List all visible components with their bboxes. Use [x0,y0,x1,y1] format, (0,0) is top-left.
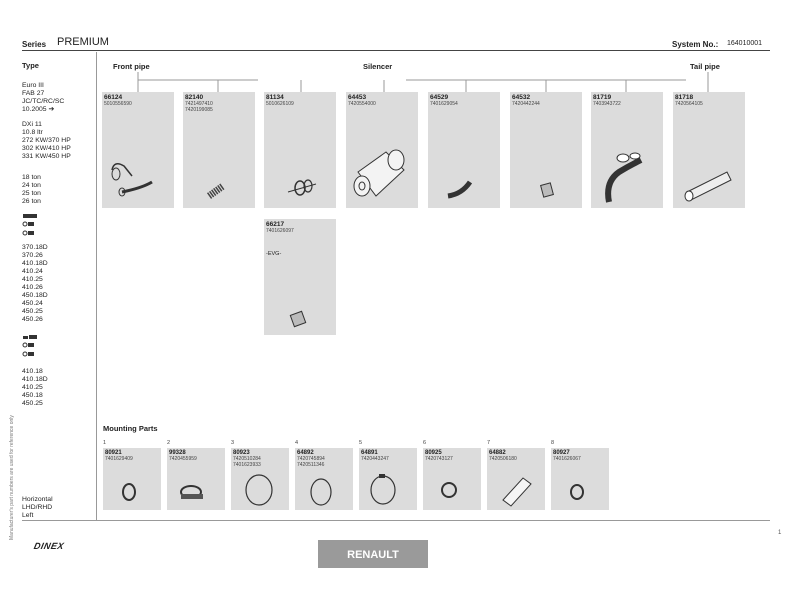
oe-code: 7401629054 [430,101,458,107]
axle-config-icon [22,213,40,239]
bracket-icon [167,448,225,510]
type-line: FAB 27 [22,90,45,97]
oe-code: 7420745894 [297,456,325,462]
model-line: 410.18D [22,376,48,383]
weight-line: 25 ton [22,190,41,197]
model-line: 410.18D [22,260,48,267]
side-disclaimer: Manufacturer's part numbers are used for reference only [9,415,15,540]
part-card-front-pipe[interactable] [102,92,174,208]
system-number-value: 164010001 [727,40,763,47]
oe-code: 7420511346 [297,462,325,468]
mounting-part[interactable] [167,440,227,510]
item-index: 6 [423,440,427,446]
mounting-part[interactable] [359,440,419,510]
model-line: 370.18D [22,244,48,251]
part-card-evg-sleeve[interactable] [264,219,336,335]
model-line: 450.18 [22,392,43,399]
front-pipe-icon [102,92,174,208]
item-index: 8 [551,440,555,446]
mounting-orientation: Horizontal [22,496,53,503]
clamp-icon [264,92,336,208]
part-number: 66124 [104,94,123,101]
part-number: 80921 [105,450,122,456]
series-value: PREMIUM [57,36,109,48]
oe-code: 7401623933 [233,462,261,468]
part-number: 64532 [512,94,531,101]
category-silencer: Silencer [363,62,393,71]
part-number: 80927 [553,450,570,456]
engine-line: 331 KW/450 HP [22,153,71,160]
axle-config-icon [22,334,40,360]
mounting-part[interactable] [103,440,163,510]
model-line: 450.18D [22,292,48,299]
part-card-clamp[interactable] [264,92,336,208]
sleeve-icon [510,92,582,208]
part-number: 82140 [185,94,204,101]
part-number: 64453 [348,94,367,101]
part-card-elbow-pipe[interactable] [428,92,500,208]
model-line: 450.26 [22,316,43,323]
category-front-pipe: Front pipe [113,62,150,71]
model-line: 450.24 [22,300,43,307]
model-line: 450.25 [22,308,43,315]
oe-code: 7420455959 [169,456,197,462]
item-index: 2 [167,440,171,446]
model-line: 370.26 [22,252,43,259]
type-line: 10.2005 ➔ [22,106,55,113]
part-number: 64882 [489,450,506,456]
engine-line: DXi 11 [22,121,42,128]
model-line: 410.24 [22,268,43,275]
part-number: 64892 [297,450,314,456]
footer-rule [22,520,770,521]
model-line: 450.25 [22,400,43,407]
engine-line: 272 KW/370 HP [22,137,71,144]
part-card-bent-pipe[interactable] [591,92,663,208]
weight-line: 24 ton [22,182,41,189]
item-index: 7 [487,440,491,446]
engine-line: 302 KW/410 HP [22,145,71,152]
oe-code: 7401626067 [553,456,581,462]
part-number: 81718 [675,94,694,101]
model-line: 410.18 [22,368,43,375]
drive-side: LHD/RHD [22,504,53,511]
engine-line: 10.8 ltr [22,129,43,136]
part-number: 80923 [233,450,250,456]
clamp-ring-icon [423,448,481,510]
oe-code: 7403943722 [593,101,621,107]
model-line: 410.25 [22,276,43,283]
oe-code: 5010556590 [104,101,132,107]
bent-pipe-icon [591,92,663,208]
category-tail-pipe: Tail pipe [690,62,720,71]
heat-shield-icon [487,448,545,510]
oe-code: 7420564105 [675,101,703,107]
clamp-ring-icon [231,448,289,510]
mounting-parts-heading: Mounting Parts [103,424,158,433]
oe-code: 7401626097 [266,228,294,234]
mounting-part[interactable] [487,440,547,510]
model-line: 410.26 [22,284,43,291]
weight-line: 26 ton [22,198,41,205]
item-index: 5 [359,440,363,446]
dinex-logo: DINEX [32,541,66,551]
oe-code: 7420199085 [185,107,213,113]
part-card-silencer[interactable] [346,92,418,208]
oe-code: 7420554000 [348,101,376,107]
type-heading: Type [22,61,39,70]
tail-pipe-icon [673,92,745,208]
clamp-ring-icon [551,448,609,510]
part-number: 64891 [361,450,378,456]
mounting-part[interactable] [423,440,483,510]
mounting-part[interactable] [295,440,355,510]
part-number: 99328 [169,450,186,456]
part-card-tail-pipe[interactable] [673,92,745,208]
elbow-pipe-icon [428,92,500,208]
mounting-part[interactable] [551,440,611,510]
clamp-ring-icon [359,448,417,510]
part-card-sleeve[interactable] [510,92,582,208]
item-index: 4 [295,440,299,446]
part-number: 80925 [425,450,442,456]
oe-code: 7420743127 [425,456,453,462]
part-number: 81719 [593,94,612,101]
oe-code: 7421497410 [185,101,213,107]
type-line: JC/TC/RC/SC [22,98,65,105]
silencer-icon [346,92,418,208]
part-card-flex-hose[interactable] [183,92,255,208]
flex-hose-icon [183,92,255,208]
part-number: 81134 [266,94,284,101]
oe-code: 7420442244 [512,101,540,107]
header-rule [22,50,770,51]
system-number-label: System No.: [672,40,719,49]
item-index: 1 [103,440,107,446]
panel-divider [96,52,97,520]
oe-code: 7420510284 [233,456,261,462]
clamp-ring-icon [295,448,353,510]
oe-code: 5010626109 [266,101,294,107]
exit-side: Left [22,512,34,519]
item-index: 3 [231,440,235,446]
variant-note: -EVG- [266,251,282,257]
weight-line: 18 ton [22,174,41,181]
page-mark: 1 [778,530,782,536]
brand-tab: RENAULT [318,540,428,568]
model-line: 410.25 [22,384,43,391]
mounting-part[interactable] [231,440,291,510]
oe-code: 7420506180 [489,456,517,462]
clamp-ring-icon [103,448,161,510]
sleeve-icon [264,219,336,335]
oe-code: 7420443247 [361,456,389,462]
part-number: 66217 [266,221,285,228]
part-number: 64529 [430,94,449,101]
oe-code: 7401629409 [105,456,133,462]
type-line: Euro III [22,82,44,89]
series-label: Series [22,40,47,49]
